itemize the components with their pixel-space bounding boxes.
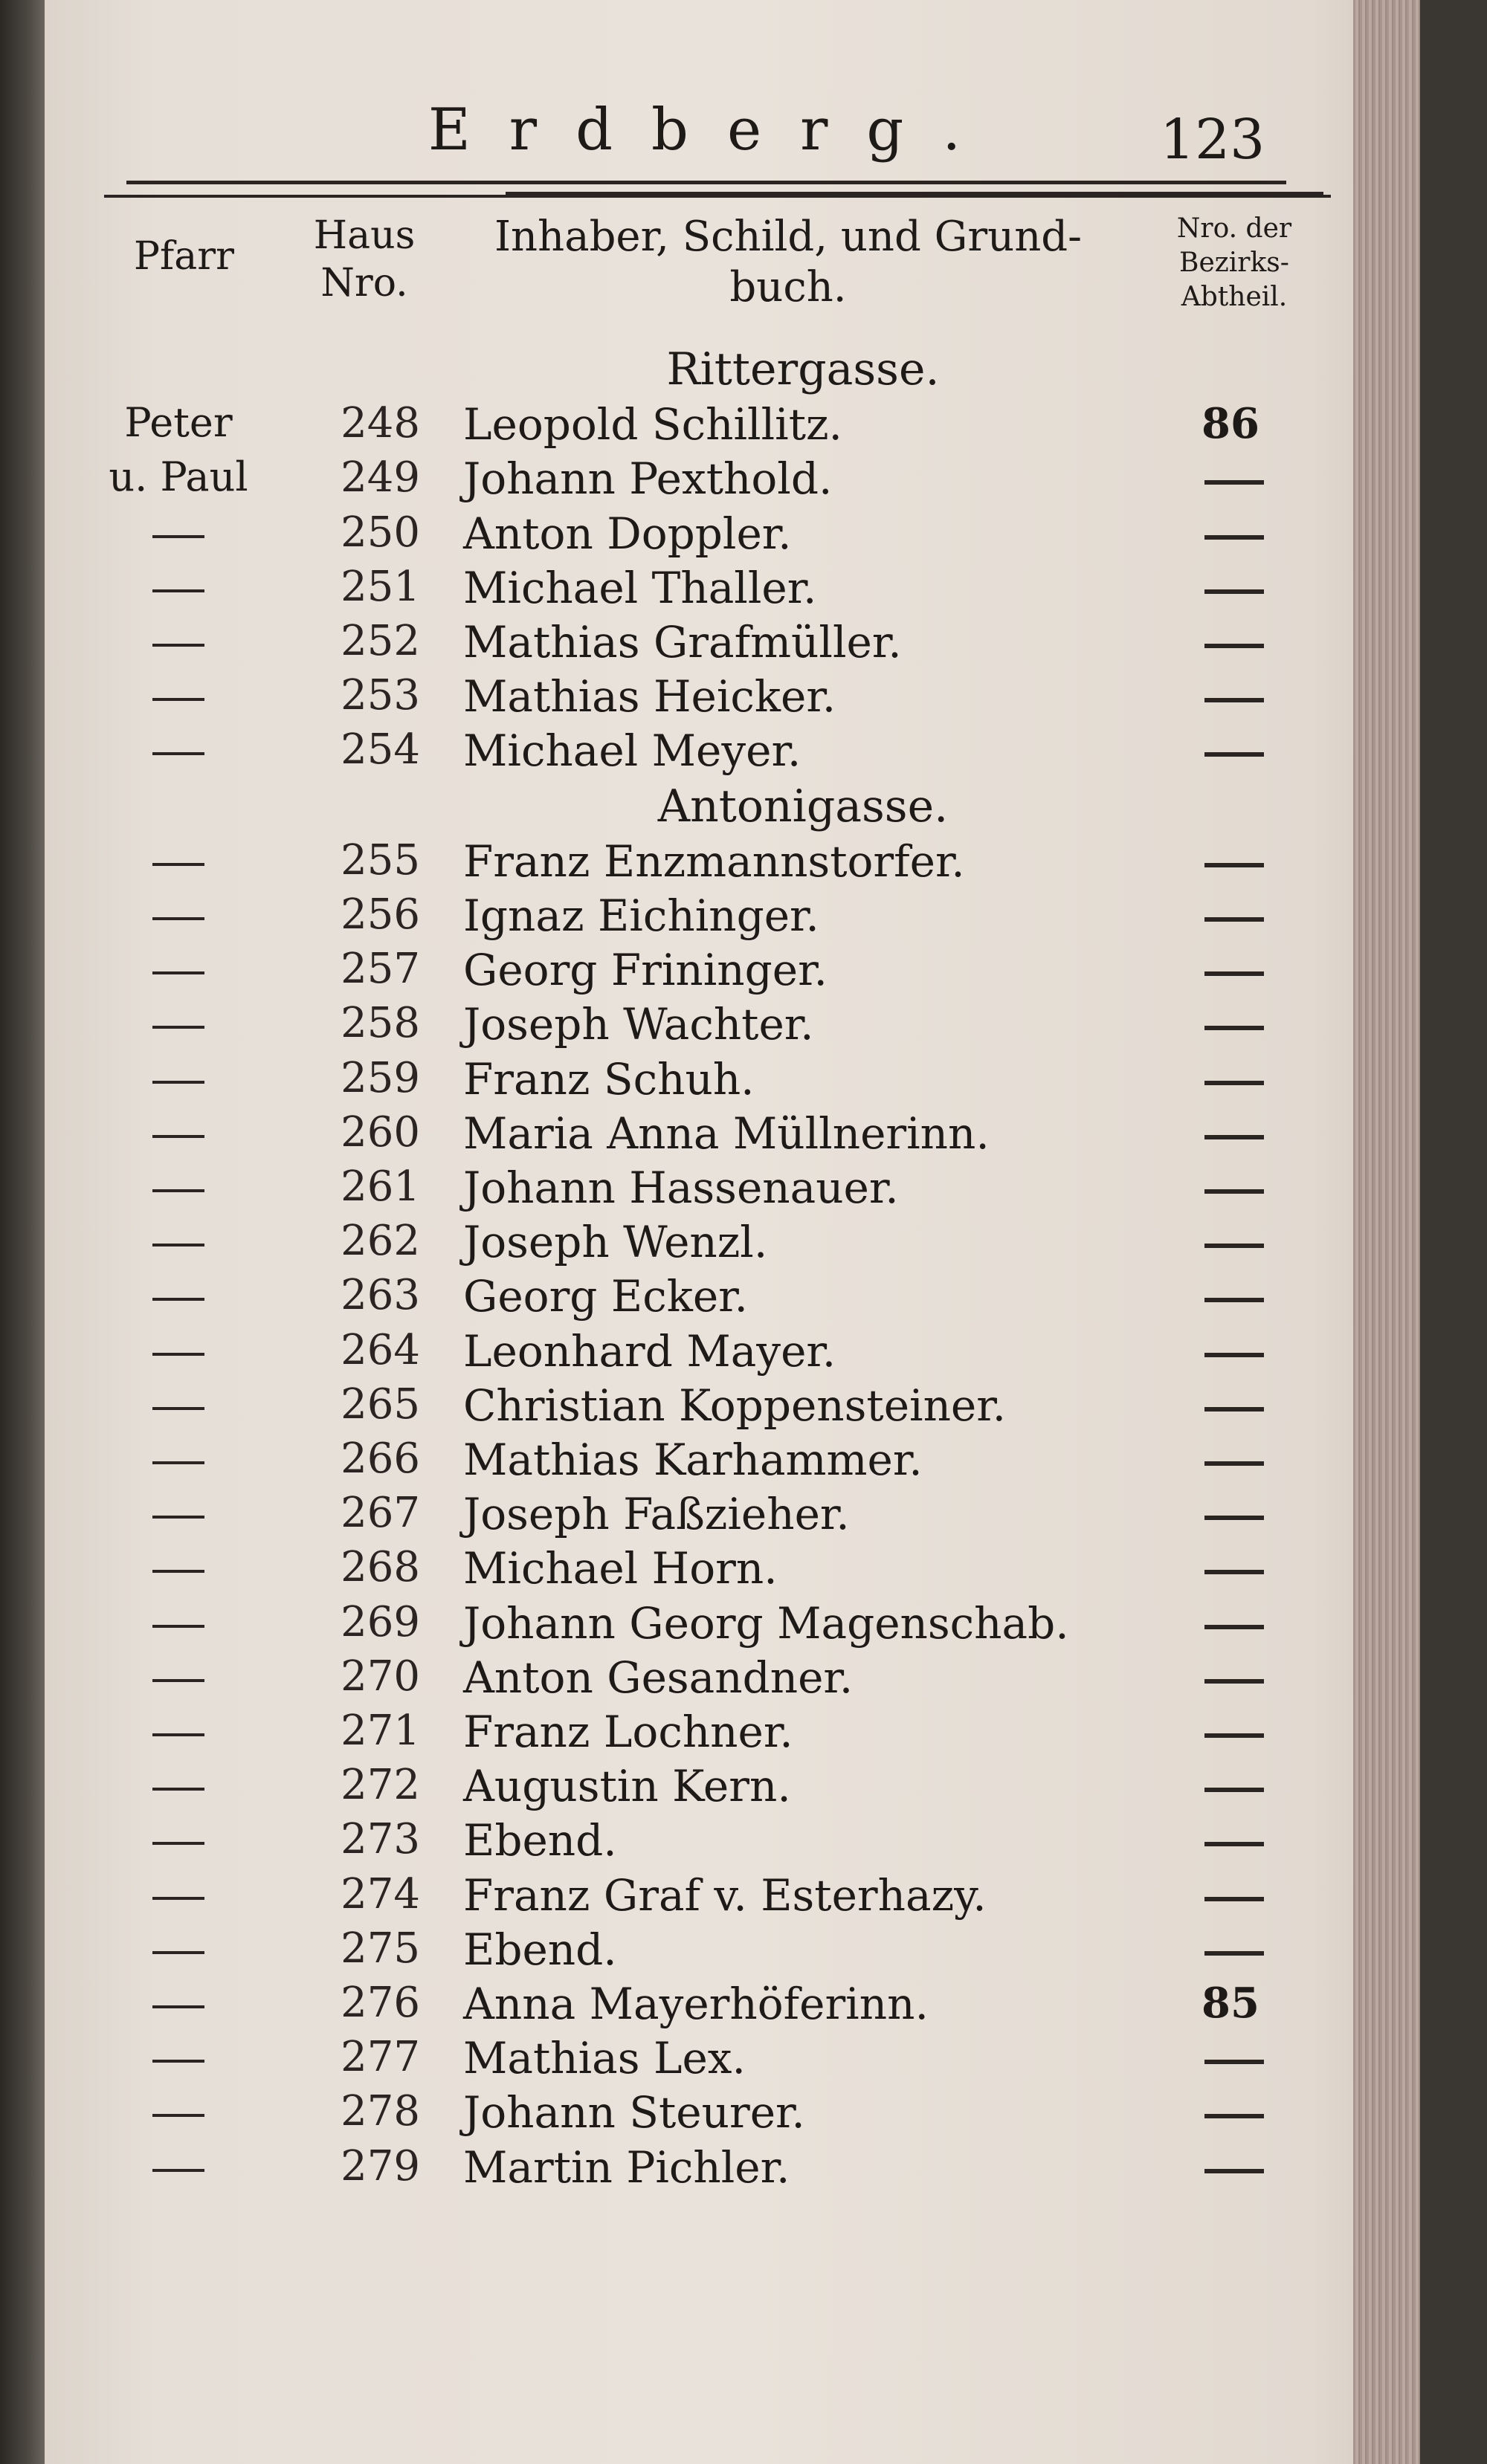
owner-name: Ignaz Eichinger. — [463, 890, 819, 941]
pfarr-ditto-mark — [152, 1298, 204, 1301]
house-number: 273 — [341, 1815, 420, 1864]
house-number: 263 — [341, 1271, 420, 1320]
house-number: 269 — [341, 1597, 420, 1646]
column-header-inhaber — [468, 212, 1108, 313]
house-number: 265 — [341, 1380, 420, 1429]
owner-name: Joseph Wachter. — [463, 999, 814, 1050]
table-row — [45, 1489, 1420, 1542]
table-row — [45, 1979, 1420, 2032]
house-number: 251 — [341, 562, 420, 611]
owner-name: Martin Pichler. — [463, 2141, 790, 2193]
table-row — [45, 1924, 1420, 1978]
pfarr-ditto-mark — [152, 1081, 204, 1084]
district-ditto-mark — [1204, 1081, 1264, 1085]
owner-name: Georg Frininger. — [463, 945, 828, 996]
house-number: 270 — [341, 1652, 420, 1701]
table-row — [45, 1217, 1420, 1270]
owner-name: Anna Mayerhöferinn. — [463, 1979, 929, 2029]
book-page — [45, 0, 1420, 2464]
owner-name: Franz Graf v. Esterhazy. — [463, 1869, 987, 1921]
pfarr-ditto-mark — [152, 752, 204, 755]
pfarr-ditto-mark — [152, 2060, 204, 2063]
house-number: 264 — [341, 1325, 420, 1374]
district-ditto-mark — [1204, 1461, 1264, 1466]
running-title: Erdberg. — [428, 97, 1000, 164]
district-ditto-mark — [1204, 2060, 1264, 2064]
house-number: 250 — [341, 508, 420, 557]
column-header-haus-line1: Haus — [313, 213, 416, 258]
house-number: 279 — [341, 2141, 420, 2190]
table-row — [45, 725, 1420, 779]
district-ditto-mark — [1204, 1407, 1264, 1412]
table-row — [45, 1380, 1420, 1434]
pfarr-ditto-mark — [152, 1842, 204, 1845]
header-rule-thick — [506, 192, 1323, 198]
owner-name: Ebend. — [463, 1815, 617, 1866]
owner-name: Anton Doppler. — [463, 508, 792, 559]
column-header-bezirk — [1145, 212, 1323, 314]
table-row — [45, 1271, 1420, 1325]
owner-name: Mathias Karhammer. — [463, 1435, 923, 1485]
pfarr-ditto-mark — [152, 1570, 204, 1573]
house-number: 262 — [341, 1217, 420, 1266]
column-header-bezirk-line2: Bezirks- — [1179, 248, 1289, 278]
district-ditto-mark — [1204, 917, 1264, 922]
owner-name: Johann Georg Magenschab. — [463, 1597, 1069, 1649]
owner-name: Joseph Faßzieher. — [463, 1489, 850, 1540]
owner-name: Leopold Schillitz. — [463, 399, 842, 450]
column-header-haus — [309, 212, 420, 307]
table-row — [45, 1870, 1420, 1924]
pfarr-ditto-mark — [152, 644, 204, 647]
house-number: 278 — [341, 2087, 420, 2136]
pfarr-ditto-mark — [152, 1353, 204, 1356]
table-row — [45, 999, 1420, 1052]
pfarr-ditto-mark — [152, 1788, 204, 1791]
column-header-haus-line2: Nro. — [320, 261, 408, 305]
house-number: 277 — [341, 2033, 420, 2082]
table-row — [45, 1054, 1420, 1107]
district-ditto-mark — [1204, 1625, 1264, 1629]
table-row — [45, 617, 1420, 670]
pfarr-ditto-mark — [152, 1516, 204, 1519]
table-row — [45, 563, 1420, 616]
table-row — [45, 836, 1420, 890]
owner-name: Michael Meyer. — [463, 725, 801, 777]
table-row — [45, 1326, 1420, 1380]
house-number: 271 — [341, 1707, 420, 1755]
district-ditto-mark — [1204, 1244, 1264, 1248]
district-ditto-mark — [1204, 1733, 1264, 1738]
house-number: 248 — [341, 399, 420, 448]
house-number: 255 — [341, 835, 420, 885]
table-row — [45, 1598, 1420, 1652]
owner-name: Anton Gesandner. — [463, 1652, 854, 1703]
pfarr-ditto-mark — [152, 1189, 204, 1192]
table-row — [45, 508, 1420, 562]
pfarr-ditto-mark — [152, 1135, 204, 1138]
owner-name: Mathias Heicker. — [463, 671, 836, 722]
district-ditto-mark — [1204, 589, 1264, 594]
header-rule — [126, 181, 1286, 184]
district-ditto-mark — [1204, 2169, 1264, 2173]
house-number: 267 — [341, 1489, 420, 1538]
pfarr-ditto-mark — [152, 1897, 204, 1900]
table-row — [45, 2033, 1420, 2086]
pfarr-ditto-mark — [152, 1625, 204, 1628]
house-number: 257 — [341, 945, 420, 994]
district-ditto-mark — [1204, 644, 1264, 648]
district-ditto-mark — [1204, 1135, 1264, 1139]
table-row — [45, 1652, 1420, 1706]
section-title: Rittergasse. — [666, 343, 940, 395]
house-number: 276 — [341, 1979, 420, 2027]
house-number: 254 — [341, 725, 420, 775]
pfarr-ditto-mark — [152, 1026, 204, 1029]
column-header-bezirk-line3: Abtheil. — [1181, 282, 1288, 312]
district-ditto-mark — [1204, 1570, 1264, 1574]
table-row — [45, 945, 1420, 998]
district-ditto-mark — [1204, 1026, 1264, 1030]
district-ditto-mark — [1204, 1679, 1264, 1684]
pfarr-ditto-mark — [152, 535, 204, 538]
owner-name: Johann Hassenauer. — [463, 1163, 899, 1213]
pfarr-ditto-mark — [152, 2005, 204, 2008]
table-row — [45, 399, 1420, 453]
district-number: 86 — [1201, 399, 1259, 449]
district-ditto-mark — [1204, 2114, 1264, 2118]
owner-name: Joseph Wenzl. — [463, 1217, 768, 1268]
district-ditto-mark — [1204, 1353, 1264, 1357]
house-number: 249 — [341, 453, 420, 502]
table-row — [45, 1108, 1420, 1162]
house-number: 274 — [341, 1869, 420, 1918]
pfarr-cell: u. Paul — [109, 453, 248, 501]
district-ditto-mark — [1204, 1897, 1264, 1901]
house-number: 261 — [341, 1163, 420, 1211]
district-ditto-mark — [1204, 1298, 1264, 1302]
pfarr-ditto-mark — [152, 863, 204, 866]
owner-name: Franz Schuh. — [463, 1053, 755, 1105]
pfarr-ditto-mark — [152, 589, 204, 592]
owner-name: Christian Koppensteiner. — [463, 1380, 1007, 1431]
column-header-bezirk-line1: Nro. der — [1176, 213, 1292, 244]
district-ditto-mark — [1204, 1516, 1264, 1520]
house-number: 275 — [341, 1924, 420, 1973]
table-row — [45, 671, 1420, 725]
owner-name: Franz Lochner. — [463, 1707, 793, 1757]
pfarr-ditto-mark — [152, 698, 204, 701]
owner-name: Mathias Grafmüller. — [463, 617, 902, 667]
pfarr-ditto-mark — [152, 1461, 204, 1464]
table-row — [45, 1163, 1420, 1216]
table-row — [45, 2142, 1420, 2196]
pfarr-ditto-mark — [152, 971, 204, 974]
house-number: 260 — [341, 1107, 420, 1157]
column-header-pfarr: Pfarr — [134, 234, 234, 279]
house-number: 252 — [341, 617, 420, 665]
pfarr-ditto-mark — [152, 1244, 204, 1246]
house-number: 266 — [341, 1435, 420, 1483]
owner-name: Michael Thaller. — [463, 562, 817, 613]
table-row — [45, 453, 1420, 507]
district-ditto-mark — [1204, 1951, 1264, 1956]
table-row — [45, 890, 1420, 944]
pfarr-ditto-mark — [152, 1733, 204, 1736]
table-row — [45, 1435, 1420, 1488]
house-number: 258 — [341, 999, 420, 1048]
pfarr-ditto-mark — [152, 1951, 204, 1954]
owner-name: Maria Anna Müllnerinn. — [463, 1107, 990, 1159]
page-number: 123 — [1160, 108, 1265, 172]
owner-name: Johann Pexthold. — [463, 453, 833, 505]
house-number: 253 — [341, 671, 420, 720]
district-ditto-mark — [1204, 480, 1264, 485]
district-ditto-mark — [1204, 698, 1264, 702]
owner-name: Mathias Lex. — [463, 2033, 746, 2084]
house-number: 268 — [341, 1543, 420, 1592]
pfarr-ditto-mark — [152, 2114, 204, 2117]
house-number: 259 — [341, 1053, 420, 1102]
district-ditto-mark — [1204, 1788, 1264, 1792]
pfarr-cell: Peter — [124, 399, 233, 447]
table-row — [45, 1707, 1420, 1760]
district-ditto-mark — [1204, 1189, 1264, 1194]
district-ditto-mark — [1204, 535, 1264, 540]
table-row — [45, 2087, 1420, 2141]
owner-name: Michael Horn. — [463, 1543, 778, 1594]
owner-name: Franz Enzmannstorfer. — [463, 835, 965, 887]
house-number: 256 — [341, 890, 420, 939]
pfarr-ditto-mark — [152, 1407, 204, 1410]
owner-name: Ebend. — [463, 1924, 617, 1975]
pfarr-ditto-mark — [152, 1679, 204, 1682]
book-spine — [0, 0, 45, 2464]
district-ditto-mark — [1204, 971, 1264, 976]
table-row — [45, 1543, 1420, 1597]
district-ditto-mark — [1204, 1842, 1264, 1846]
column-header-inhaber-line2: buch. — [729, 263, 847, 311]
district-ditto-mark — [1204, 863, 1264, 867]
pfarr-ditto-mark — [152, 2169, 204, 2172]
owner-name: Georg Ecker. — [463, 1271, 748, 1322]
district-number: 85 — [1201, 1979, 1259, 2028]
column-header-inhaber-line1: Inhaber, Schild, und Grund- — [494, 213, 1083, 261]
house-number: 272 — [341, 1761, 420, 1810]
table-row — [45, 1761, 1420, 1814]
district-ditto-mark — [1204, 752, 1264, 757]
table-row — [45, 1815, 1420, 1869]
pfarr-ditto-mark — [152, 917, 204, 920]
owner-name: Augustin Kern. — [463, 1761, 791, 1812]
section-title: Antonigasse. — [657, 780, 949, 832]
owner-name: Leonhard Mayer. — [463, 1325, 836, 1377]
owner-name: Johann Steurer. — [463, 2087, 805, 2138]
